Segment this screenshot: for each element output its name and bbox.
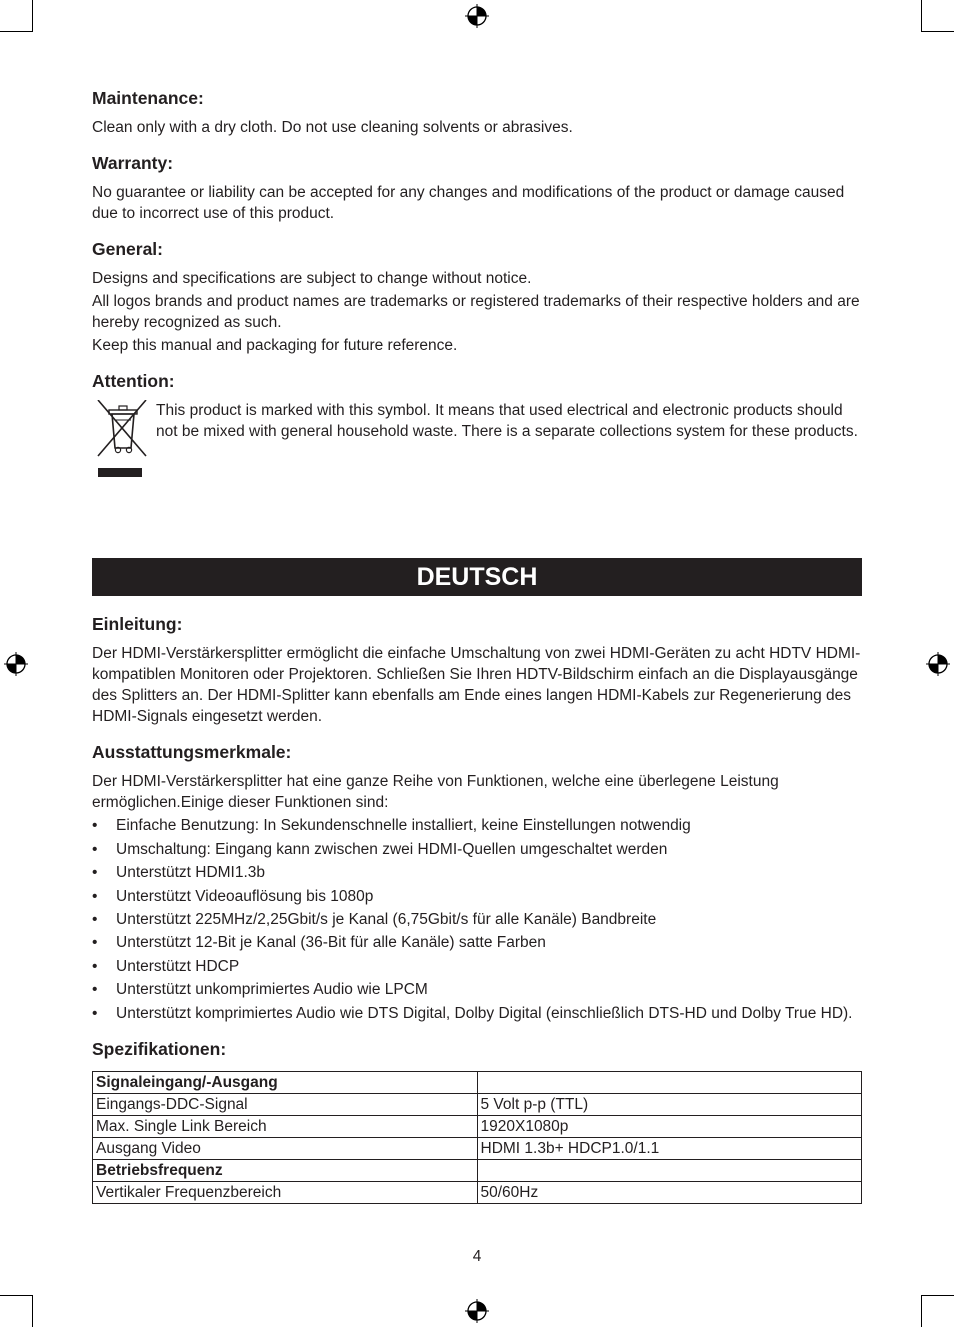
page-number: 4 (472, 1248, 482, 1265)
registration-mark-icon (926, 652, 950, 676)
warranty-section (92, 151, 862, 224)
crop-mark (0, 1295, 32, 1296)
table-row (93, 1071, 862, 1093)
spec-value: 5 Volt p-p (TTL) (477, 1093, 862, 1115)
registration-mark-icon (4, 652, 28, 676)
spec-value (477, 1159, 862, 1181)
list-item: • Einfache Benutzung: In Sekundenschnelle installiert, keine Einstellungen notwendig (92, 815, 862, 836)
crop-mark (921, 0, 922, 32)
spec-label: Max. Single Link Bereich (93, 1115, 478, 1137)
crop-mark (921, 1295, 922, 1327)
weee-crossed-bin-icon (92, 400, 156, 442)
spec-label: Ausgang Video (93, 1137, 478, 1159)
list-item: • Unterstützt Videoauflösung bis 1080p (92, 886, 862, 907)
ausstattung-intro: Der HDMI-Verstärkersplitter hat eine ganze Reihe von Funktionen, welche eine überlegene Leistung ermöglichen.Einige dieser Funktionen sind: (92, 773, 779, 811)
crop-mark (32, 1295, 33, 1327)
attention-section (92, 369, 862, 442)
maintenance-text: Clean only with a dry cloth. Do not use cleaning solvents or abrasives. (92, 119, 573, 136)
crop-mark (922, 31, 954, 32)
list-item: • Unterstützt HDCP (92, 956, 862, 977)
spec-value (477, 1071, 862, 1093)
list-item: • Umschaltung: Eingang kann zwischen zwei HDMI-Quellen umgeschaltet werden (92, 839, 862, 860)
spec-label: Eingangs-DDC-Signal (93, 1093, 478, 1115)
maintenance-heading: Maintenance: (92, 88, 204, 108)
table-row (93, 1093, 862, 1115)
spezifikationen-section (92, 1037, 862, 1204)
table-row (93, 1181, 862, 1203)
crop-mark (922, 1295, 954, 1296)
list-item: • Unterstützt 12-Bit je Kanal (36-Bit für alle Kanäle) satte Farben (92, 932, 862, 953)
spec-table (92, 1071, 862, 1204)
einleitung-section (92, 612, 862, 727)
language-band: DEUTSCH (92, 558, 862, 596)
spec-label: Vertikaler Frequenzbereich (93, 1181, 478, 1203)
einleitung-heading: Einleitung: (92, 614, 183, 634)
feature-list (92, 815, 862, 1023)
attention-body (92, 400, 862, 442)
ausstattung-section (92, 740, 862, 1024)
einleitung-text: Der HDMI-Verstärkersplitter ermöglicht die einfache Umschaltung von zwei HDMI-Geräten zu acht HDTV HDMI-kompatiblen Monitoren oder Projektoren. Schließen Sie Ihren HDTV-Bildschirm einfach an die Displayausgänge des Splitters an. Der HDMI-Splitter kann ebenfalls am Ende eines langen HDMI-Kabels zur Regenerierung des HDMI-Signals eingesetzt werden. (92, 645, 861, 725)
warranty-heading: Warranty: (92, 153, 174, 173)
table-row (93, 1137, 862, 1159)
table-row (93, 1159, 862, 1181)
general-section (92, 237, 862, 356)
ausstattung-heading: Ausstattungsmerkmale: (92, 742, 292, 762)
deutsch-section (92, 612, 862, 1204)
list-item: • Unterstützt HDMI1.3b (92, 862, 862, 883)
general-line: All logos brands and product names are trademarks or registered trademarks of their respective holders and are hereby recognized as such. (92, 293, 860, 331)
crop-mark (0, 31, 32, 32)
table-row (93, 1115, 862, 1137)
maintenance-section (92, 86, 862, 138)
spezifikationen-heading: Spezifikationen: (92, 1038, 227, 1059)
spec-label: Betriebsfrequenz (93, 1159, 478, 1181)
spec-label: Signaleingang/-Ausgang (93, 1071, 478, 1093)
registration-mark-icon (465, 1299, 489, 1323)
spec-value: 1920X1080p (477, 1115, 862, 1137)
spec-value: 50/60Hz (477, 1181, 862, 1203)
list-item: • Unterstützt 225MHz/2,25Gbit/s je Kanal (6,75Gbit/s für alle Kanäle) Bandbreite (92, 909, 862, 930)
general-line: Designs and specifications are subject to change without notice. (92, 270, 532, 287)
english-section (92, 86, 862, 455)
list-item: • Unterstützt unkomprimiertes Audio wie LPCM (92, 979, 862, 1000)
general-heading: General: (92, 239, 163, 259)
warranty-text: No guarantee or liability can be accepted for any changes and modifications of the product or damage caused due to incorrect use of this product. (92, 184, 845, 222)
general-line: Keep this manual and packaging for future reference. (92, 337, 458, 354)
spec-value: HDMI 1.3b+ HDCP1.0/1.1 (477, 1137, 862, 1159)
attention-heading: Attention: (92, 371, 175, 391)
attention-text: This product is marked with this symbol. It means that used electrical and electronic products should not be mixed with general household waste. There is a separate collections system for these products. (156, 402, 858, 440)
list-item: • Unterstützt komprimiertes Audio wie DTS Digital, Dolby Digital (einschließlich DTS-HD und Dolby True HD). (92, 1003, 862, 1024)
crop-mark (32, 0, 33, 32)
registration-mark-icon (465, 4, 489, 28)
